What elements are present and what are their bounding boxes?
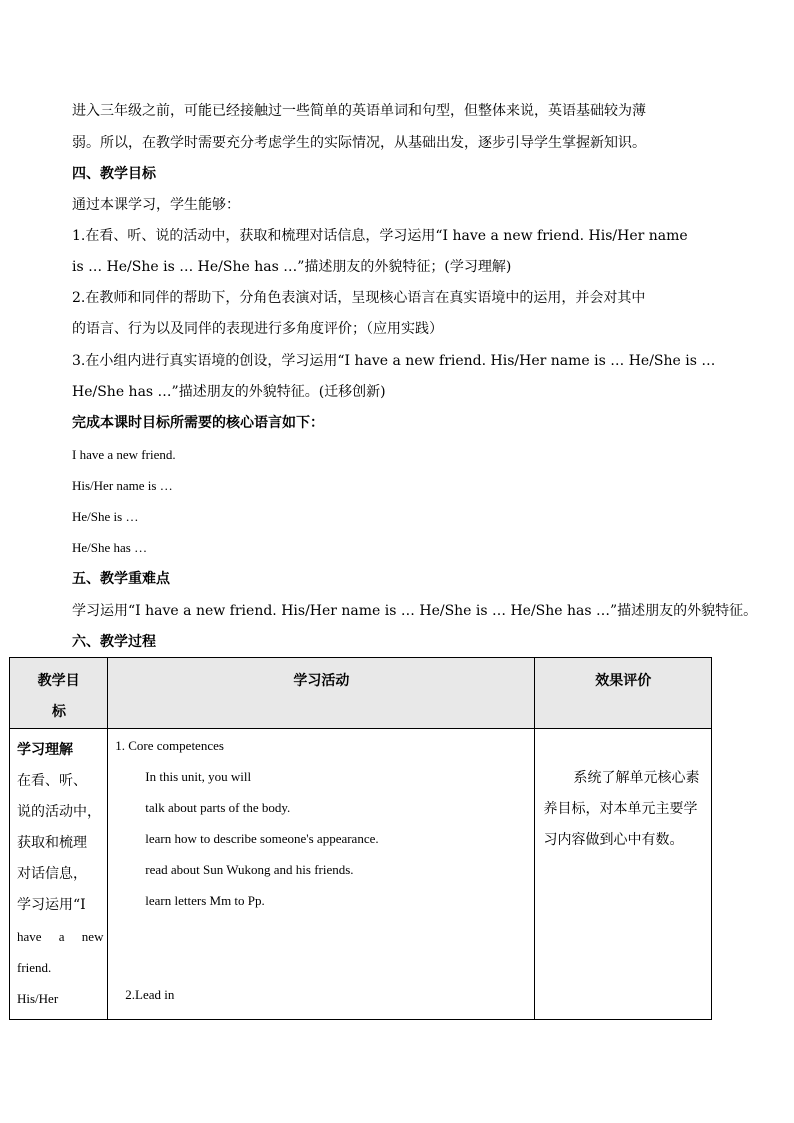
core-language-item: He/She has … — [72, 540, 148, 555]
goal-cell — [10, 729, 108, 1020]
goal-2-line: 2.在教师和同伴的帮助下，分角色表演对话，呈现核心语言在真实语境中的运用，并会对其中 — [72, 290, 646, 306]
core-language-item: He/She is … — [72, 509, 139, 524]
section-heading-goals: 四、教学目标 — [72, 166, 156, 182]
goal-cell-line: 学习运用“I — [17, 897, 86, 913]
goal-cell-line: His/Her — [17, 991, 59, 1006]
goal-cell-line: 对话信息， — [17, 866, 87, 882]
header-goal-line: 教学目 — [37, 673, 80, 689]
header-cell-evaluation — [535, 658, 712, 729]
paragraph-line: 进入三年级之前，可能已经接触过一些简单的英语单词和句型，但整体来说，英语基础较为薄 — [72, 103, 646, 119]
goal-cell-line: have a new — [17, 929, 104, 944]
goal-cell-line: friend. — [17, 960, 52, 975]
activity-item: 2.Lead in — [125, 987, 175, 1002]
core-language-item: His/Her name is … — [72, 478, 173, 493]
goal-3-line: 3.在小组内进行真实语境的创设，学习运用“I have a new friend. His/Her name is … He/She is … — [72, 353, 716, 369]
activity-subitem: read about Sun Wukong and his friends. — [145, 862, 354, 877]
header-cell-activity — [108, 658, 535, 729]
goal-cell-line: 获取和梳理 — [17, 835, 87, 851]
section-heading-key-points: 五、教学重难点 — [72, 571, 170, 587]
goal-cell-line: 学习理解 — [17, 742, 73, 758]
header-evaluation-text: 效果评价 — [595, 673, 652, 689]
activity-subitem: learn letters Mm to Pp. — [145, 893, 265, 908]
goal-1-line: 1.在看、听、说的活动中，获取和梳理对话信息，学习运用“I have a new friend. His/Her name — [72, 228, 688, 244]
goal-cell-line: 在看、听、 — [17, 773, 87, 789]
activity-cell — [108, 729, 535, 1020]
goal-3-line: He/She has …”描述朋友的外貌特征。(迁移创新) — [72, 384, 386, 400]
section-heading-process: 六、教学过程 — [72, 634, 156, 650]
core-language-item: I have a new friend. — [72, 447, 176, 462]
activity-subitem: talk about parts of the body. — [145, 800, 291, 815]
activity-subitem: learn how to describe someone's appearance. — [145, 831, 379, 846]
header-goal-line: 标 — [52, 704, 66, 720]
goal-2-line: 的语言、行为以及同伴的表现进行多角度评价；（应用实践） — [72, 321, 443, 337]
teaching-process-table — [9, 657, 712, 1020]
header-activity-text: 学习活动 — [293, 673, 350, 689]
goals-intro: 通过本课学习，学生能够： — [72, 197, 240, 213]
evaluation-cell — [535, 729, 712, 1020]
header-cell-goal — [10, 658, 108, 729]
table-row — [10, 729, 712, 1020]
key-points-text: 学习运用“I have a new friend. His/Her name is … He/She is … He/She has …”描述朋友的外貌特征。 — [72, 603, 758, 619]
table-header-row — [10, 658, 712, 729]
activity-subitem: In this unit, you will — [145, 769, 252, 784]
goal-1-line: is … He/She is … He/She has …”描述朋友的外貌特征；(学习理解) — [72, 259, 512, 275]
goal-cell-line: 说的活动中， — [17, 804, 101, 820]
evaluation-text: 系统了解单元核心素养目标，对本单元主要学习内容做到心中有数。 — [543, 770, 700, 848]
activity-item: 1. Core competences — [115, 738, 224, 753]
paragraph-line: 弱。所以，在教学时需要充分考虑学生的实际情况，从基础出发，逐步引导学生掌握新知识。 — [72, 135, 646, 151]
core-language-heading: 完成本课时目标所需要的核心语言如下： — [72, 415, 324, 431]
